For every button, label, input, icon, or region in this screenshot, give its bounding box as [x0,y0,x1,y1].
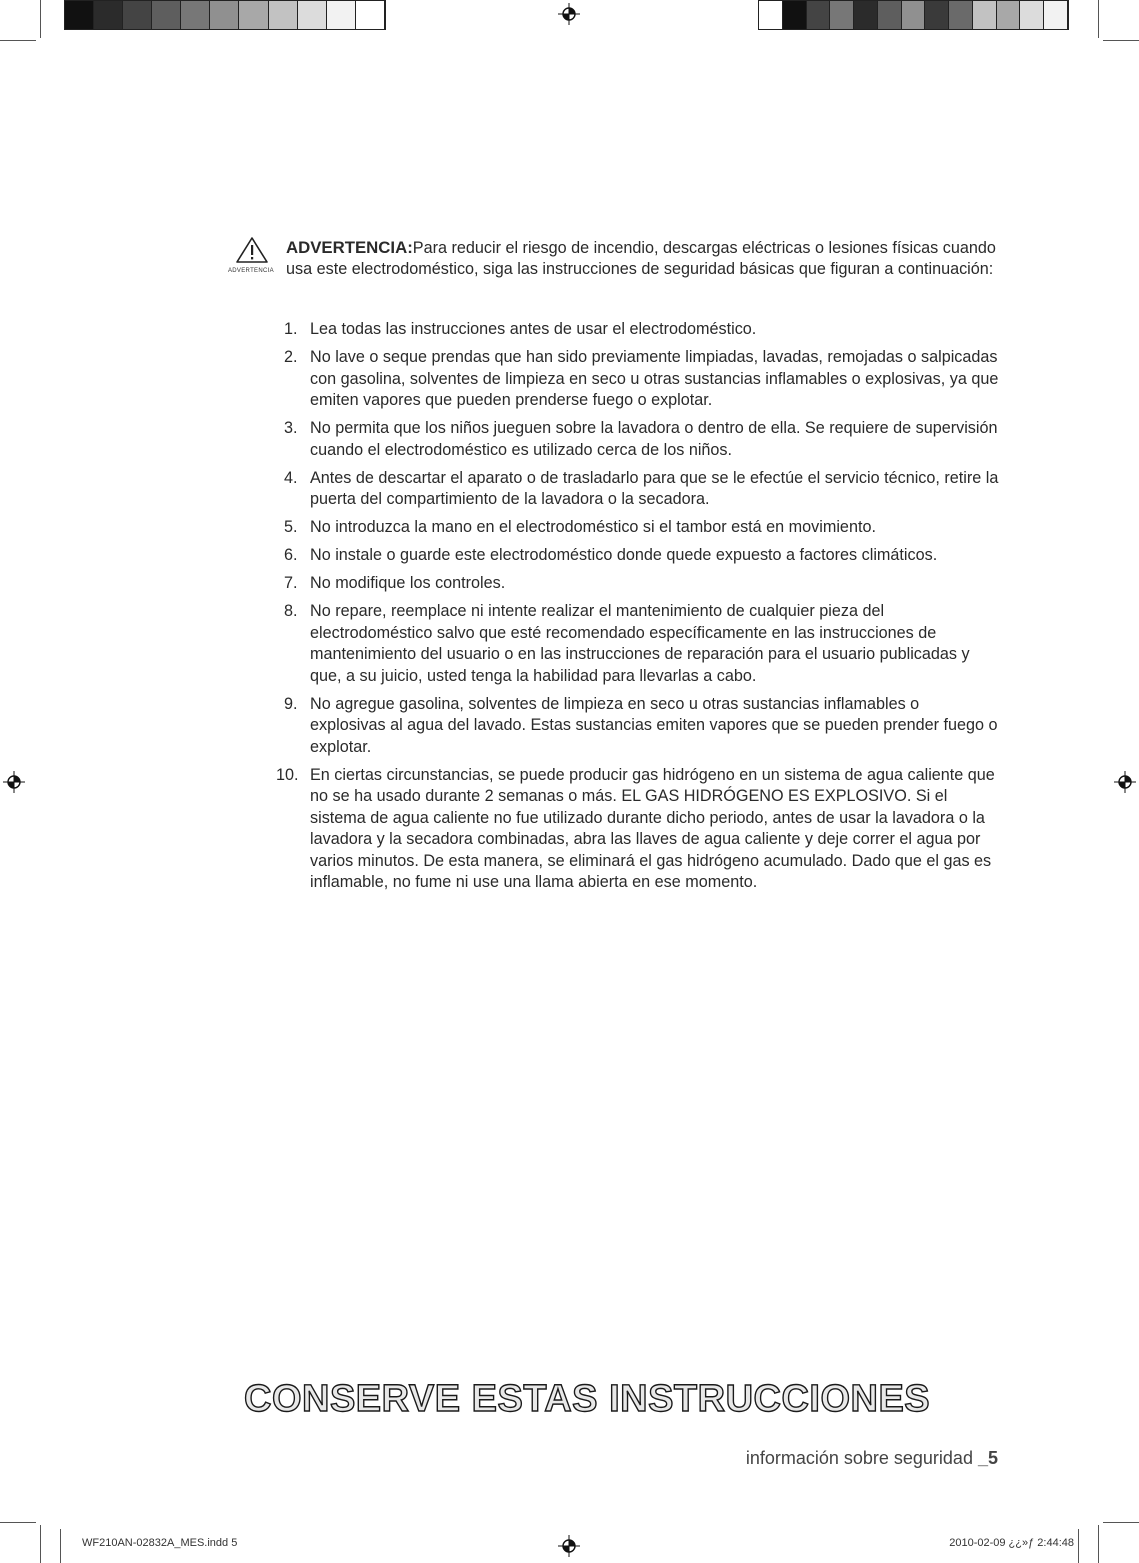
crop-mark [40,1525,41,1563]
list-item [276,765,999,894]
color-swatch [298,1,327,29]
list-item-text: No permita que los niños jueguen sobre la lavadora o dentro de ella. Se requiere de supervisión cuando el electrodoméstico es utilizado cerca de los niños. [310,419,998,459]
list-item [284,573,999,595]
list-item-number: 8. [284,602,298,620]
color-swatch [1044,1,1068,29]
color-swatch [181,1,210,29]
registration-mark-icon [1114,771,1136,793]
color-swatch [152,1,181,29]
list-item-text: No instale o guarde este electrodoméstico donde quede expuesto a factores climáticos. [310,546,938,564]
color-swatch [239,1,268,29]
list-item-text: No agregue gasolina, solventes de limpieza en seco u otras sustancias inflamables o explosivas al agua del lavado. Estas sustancias emiten vapores que se pueden prender fuego o explotar. [310,694,998,756]
list-item-number: 10. [276,765,299,784]
registration-mark-icon [558,1535,580,1557]
color-swatch [269,1,298,29]
color-swatch [925,1,949,29]
warning-paragraph [286,237,1006,281]
crop-mark [0,1522,36,1523]
list-item-number: 9. [284,694,298,713]
color-swatch [997,1,1021,29]
color-swatch [878,1,902,29]
slug-rule [1078,1529,1079,1563]
list-item-text: En ciertas circunstancias, se puede producir gas hidrógeno en un sistema de agua caliente que no se ha usado durante 2 semanas o más. EL GAS HIDRÓGENO ES EXPLOSIVO. Si el sistema de agua caliente no fue utilizado durante dicho periodo, antes de usar la lavadora o la lavadora y la secadora combinadas, abra las llaves de agua caliente y deje correr el agua por varios minutos. De esta manera, se eliminará el gas hidrógeno acumulado. Dado que el gas es inflamable, no fume ni use una llama abierta en ese momento. [310,765,995,891]
list-item-number: 6. [284,546,298,564]
list-item [284,347,999,412]
list-item [284,545,999,567]
color-bar-left [64,0,386,30]
color-swatch [327,1,356,29]
list-item-text: Antes de descartar el aparato o de trasladarlo para que se le efectúe el servicio técnico, retire la puerta del compartimiento de la lavadora o la secadora. [310,468,999,508]
list-item-number: 2. [284,348,298,366]
color-swatch [949,1,973,29]
crop-mark [1098,1525,1099,1563]
list-item [284,468,999,511]
color-swatch [759,1,783,29]
list-item-text: No repare, reemplace ni intente realizar el mantenimiento de cualquier pieza del electrodoméstico salvo que esté recomendado específicamente en las instrucciones de mantenimiento del usuario o en las instrucciones de reparación para el usuario publicadas y que, a su juicio, usted tenga la habilidad para llevarlas a cabo. [310,602,970,685]
list-item [284,418,999,461]
list-item-number: 1. [284,320,298,338]
color-swatch [210,1,239,29]
list-item-number: 5. [284,518,298,536]
registration-mark-icon [3,771,25,793]
warning-triangle-icon [226,236,282,284]
color-swatch [902,1,926,29]
page-footer [600,1448,998,1469]
list-item [284,319,999,341]
list-item-text: No lave o seque prendas que han sido previamente limpiadas, lavadas, remojadas o salpicadas con gasolina, solventes de limpieza en seco u otras sustancias inflamables o explosivas, ya que emiten vapores que pueden prenderse fuego o explotar. [310,348,999,409]
list-item-number: 3. [284,419,298,437]
footer-section-label: información sobre seguridad [745,1448,978,1468]
color-swatch [807,1,831,29]
color-swatch [973,1,997,29]
warning-lead: ADVERTENCIA: [286,238,413,257]
list-item-number: 7. [284,574,298,592]
list-item-text: No introduzca la mano en el electrodoméstico si el tambor está en movimiento. [310,518,876,536]
list-item [284,517,999,539]
registration-mark-icon [558,3,580,25]
color-swatch [854,1,878,29]
color-swatch [783,1,807,29]
color-bar-right [758,0,1069,30]
warning-icon-label: ADVERTENCIA [228,268,274,274]
crop-mark [1103,1522,1139,1523]
color-swatch [65,1,94,29]
page-number: _5 [977,1448,998,1468]
list-item [284,601,999,687]
list-item [284,694,999,759]
color-swatch [830,1,854,29]
warning-text: Para reducir el riesgo de incendio, descargas eléctricas o lesiones físicas cuando usa este electrodoméstico, siga las instrucciones de seguridad básicas que figuran a continuación: [286,239,996,279]
list-item-text: No modifique los controles. [310,574,506,592]
safety-instructions-list [276,319,999,900]
color-swatch [94,1,123,29]
slug-filename: WF210AN-02832A_MES.indd 5 [82,1537,238,1549]
crop-mark [1098,0,1099,38]
conserve-heading: CONSERVE ESTAS INSTRUCCIONES [244,1378,931,1420]
color-swatch [1020,1,1044,29]
list-item-text: Lea todas las instrucciones antes de usar el electrodoméstico. [310,320,757,338]
crop-mark [1103,40,1139,41]
slug-rule [60,1529,61,1563]
color-swatch [123,1,152,29]
color-swatch [356,1,385,29]
slug-timestamp: 2010-02-09 ¿¿»ƒ 2:44:48 [949,1537,1074,1549]
list-item-number: 4. [284,468,298,487]
crop-mark [40,0,41,38]
crop-mark [0,40,36,41]
